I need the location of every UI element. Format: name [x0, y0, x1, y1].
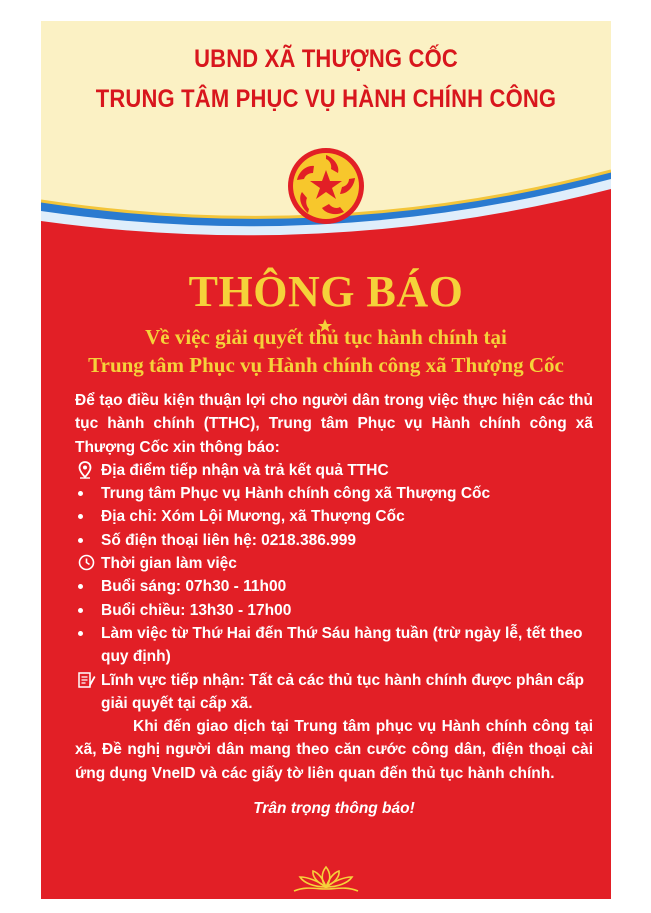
field-text: Lĩnh vực tiếp nhận: Tất cả các thủ tục hành chính được phân cấp giải quyết tại cấp xã. — [101, 671, 585, 712]
time-heading: Thời gian làm việc — [101, 555, 237, 573]
bullet — [78, 491, 83, 496]
intro-paragraph: Để tạo điều kiện thuận lợi cho người dân trong việc thực hiện các thủ tục hành chính (TTHC), Trung tâm Phục vụ Hành chính công xã Thượng Cốc xin thông báo: — [75, 392, 593, 456]
location-item: Số điện thoại liên hệ: 0218.386.999 — [101, 531, 356, 549]
bullet — [78, 584, 83, 589]
document-pen-icon — [75, 669, 101, 689]
time-heading-row — [75, 552, 593, 575]
bullet — [78, 538, 83, 543]
bullet — [78, 514, 83, 519]
note-paragraph: Khi đến giao dịch tại Trung tâm phục vụ Hành chính công tại xã, Đề nghị người dân mang theo căn cước công dân, điện thoại cài ứng dụng VneID và các giấy tờ liên quan đến thủ tục hành chính. — [75, 718, 593, 782]
notice-subtitle-line1: Về việc giải quyết thủ tục hành chính tại — [145, 325, 507, 349]
location-item: Địa chỉ: Xóm Lội Mương, xã Thượng Cốc — [101, 508, 405, 526]
clock-icon — [75, 552, 101, 571]
list-item — [75, 622, 593, 669]
notice-poster — [41, 21, 611, 899]
org-name-line2: TRUNG TÂM PHỤC VỤ HÀNH CHÍNH CÔNG — [95, 85, 557, 113]
list-item — [75, 599, 593, 622]
notice-title: THÔNG BÁO — [188, 267, 464, 316]
location-heading: Địa điểm tiếp nhận và trả kết quả TTHC — [101, 461, 389, 479]
map-pin-icon — [75, 459, 101, 479]
org-name-line1: UBND XÃ THƯỢNG CỐC — [194, 45, 458, 73]
list-item — [75, 529, 593, 552]
list-item — [75, 482, 593, 505]
time-item: Buổi sáng: 07h30 - 11h00 — [101, 578, 287, 596]
list-item — [75, 575, 593, 598]
bullet — [78, 631, 83, 636]
time-item: Làm việc từ Thứ Hai đến Thứ Sáu hàng tuần (trừ ngày lễ, tết theo quy định) — [101, 624, 583, 666]
time-item: Buổi chiều: 13h30 - 17h00 — [101, 601, 292, 619]
location-heading-row — [75, 459, 593, 482]
field-row — [75, 669, 593, 716]
list-item — [75, 505, 593, 528]
notice-subtitle-line2: Trung tâm Phục vụ Hành chính công xã Thượng Cốc — [88, 353, 564, 377]
closing-line: Trân trọng thông báo! — [253, 800, 415, 818]
bullet — [78, 608, 83, 613]
notice-body — [75, 389, 593, 820]
lotus-ornament-icon — [286, 863, 366, 895]
location-item: Trung tâm Phục vụ Hành chính công xã Thượng Cốc — [101, 485, 491, 503]
public-service-emblem-icon — [286, 146, 366, 226]
